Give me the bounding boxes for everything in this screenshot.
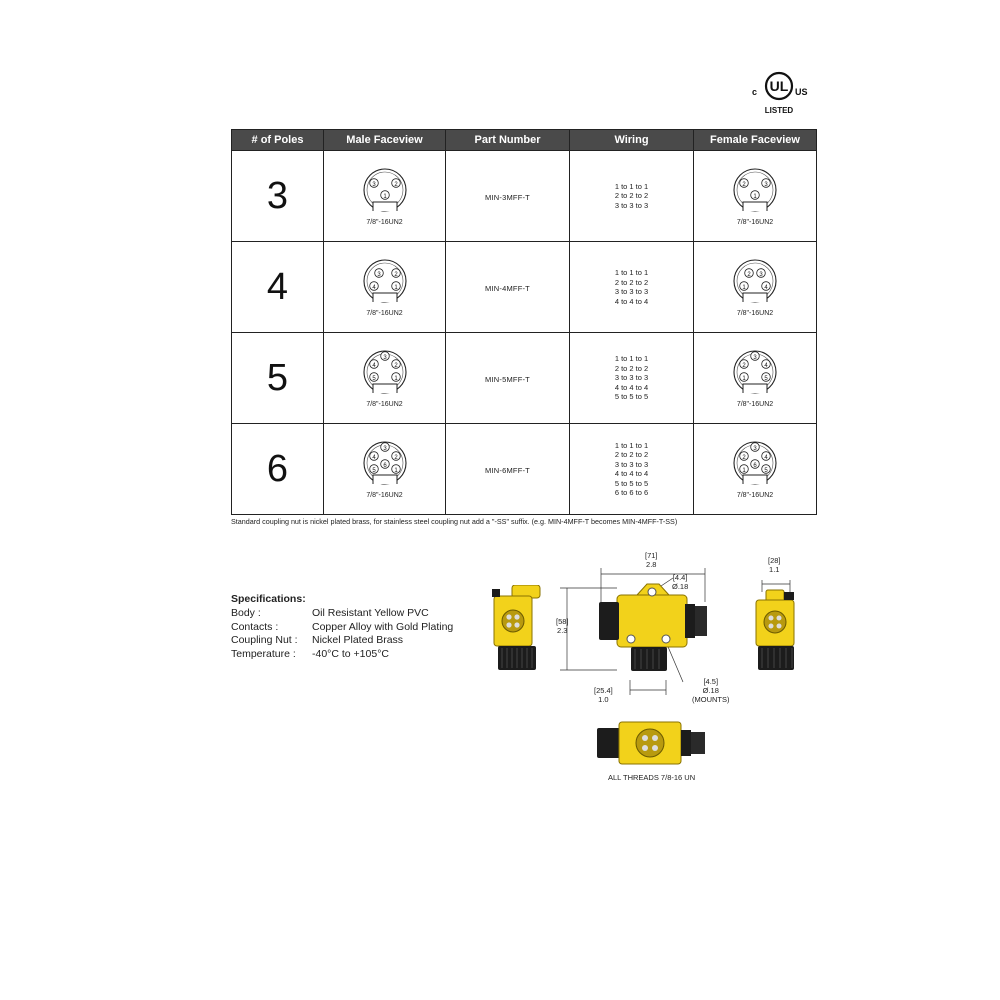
spec-row-temperature: [231, 648, 453, 662]
bottom-view-illustration: [597, 718, 709, 768]
pin-number: 3: [764, 181, 768, 188]
part-number: MIN-5MFF-T: [485, 375, 530, 384]
male-faceview-diagram: [355, 440, 415, 490]
female-faceview-diagram: [725, 349, 785, 399]
pin-number: 2: [742, 362, 746, 369]
pin-number: 1: [753, 193, 757, 200]
ul-listed-logo: [748, 68, 810, 118]
wiring-list: [570, 182, 693, 211]
keyway-notch: [743, 202, 767, 211]
poles-count: 6: [266, 447, 289, 490]
female-faceview-diagram: [725, 167, 785, 217]
pin-number: 5: [764, 467, 768, 474]
spec-key: Contacts :: [231, 620, 279, 633]
pin-number: 4: [371, 454, 376, 461]
specifications-block: [231, 593, 453, 661]
spec-row-body: [231, 607, 453, 621]
spec-row-contacts: [231, 621, 453, 635]
wiring-line: 4 to 4 to 4: [614, 296, 649, 306]
part-number: MIN-4MFF-T: [485, 284, 530, 293]
male-faceview-diagram: [355, 258, 415, 308]
poles-count: 5: [266, 356, 289, 399]
pin-number: 1: [742, 467, 746, 474]
wiring-line: 3 to 3 to 3: [614, 459, 649, 469]
thread-label: 7/8"-16UN2: [736, 309, 774, 317]
thread-label: 7/8"-16UN2: [736, 218, 774, 226]
side-view-left-illustration: [490, 585, 546, 675]
wiring-line: 5 to 5 to 5: [614, 392, 649, 402]
dim-height: [556, 617, 569, 635]
keyway-notch: [743, 475, 767, 484]
spec-value: Oil Resistant Yellow PVC: [312, 607, 429, 619]
pin-number: 4: [764, 454, 768, 461]
header-part-number: Part Number: [446, 130, 570, 151]
keyway-notch: [743, 384, 767, 393]
female-faceview-diagram: [725, 258, 785, 308]
thread-label: 7/8"-16UN2: [366, 400, 403, 408]
thread-label: 7/8"-16UN2: [736, 400, 774, 408]
pin-number: 6: [753, 462, 757, 469]
pin-number: 1: [393, 375, 398, 382]
keyway-notch: [373, 384, 397, 393]
wiring-line: 4 to 4 to 4: [614, 469, 649, 478]
wiring-line: 6 to 6 to 6: [614, 488, 649, 497]
pin-number: 3: [753, 445, 757, 452]
coupling-nut-footnote: Standard coupling nut is nickel plated brass, for stainless steel coupling nut add a "-SS" suffix. (e.g. MIN-4MFF-T becomes MIN-4MFF-T-SS): [231, 517, 678, 526]
header-poles: # of Poles: [232, 130, 324, 151]
dim-side: [768, 556, 781, 574]
pin-number: 4: [764, 284, 768, 291]
pin-number: 4: [371, 362, 376, 369]
ul-text: UL: [769, 78, 789, 94]
pin-number: 2: [742, 454, 746, 461]
ul-us-text: US: [795, 87, 808, 97]
ul-listed-text: LISTED: [764, 106, 794, 115]
wiring-line: 2 to 2 to 2: [614, 191, 649, 201]
pin-number: 6: [382, 462, 387, 469]
dim-depth-mm: [25.4]: [594, 686, 613, 695]
table-header-row: [232, 130, 817, 151]
spec-value: Nickel Plated Brass: [312, 634, 404, 646]
wiring-line: 2 to 2 to 2: [614, 277, 649, 287]
pin-number: 3: [382, 354, 387, 361]
wiring-line: 3 to 3 to 3: [614, 373, 649, 383]
spec-value: -40°C to +105°C: [312, 647, 389, 660]
dim-mount-hole: [692, 677, 730, 704]
pin-number: 4: [371, 284, 376, 291]
wiring-line: 1 to 1 to 1: [614, 440, 649, 450]
wiring-line: 1 to 1 to 1: [614, 354, 649, 364]
pin-number: 2: [393, 181, 398, 188]
pin-number: 2: [393, 362, 398, 369]
header-male-faceview: Male Faceview: [324, 130, 446, 151]
spec-key: Body :: [231, 607, 261, 619]
pin-number: 3: [753, 354, 757, 361]
ul-c-text: c: [752, 87, 758, 97]
pin-number: 1: [393, 284, 398, 291]
wiring-list: [570, 354, 693, 402]
female-faceview-diagram: [725, 440, 785, 490]
wiring-line: 3 to 3 to 3: [614, 200, 649, 210]
specifications-title: Specifications:: [231, 593, 306, 605]
spec-row-coupling-nut: [231, 634, 453, 648]
pin-number: 2: [393, 271, 398, 278]
thread-label: 7/8"-16UN2: [366, 491, 403, 499]
pin-number: 3: [376, 271, 381, 278]
wiring-line: 1 to 1 to 1: [614, 268, 649, 277]
dim-width: [645, 551, 658, 569]
part-number: MIN-3MFF-T: [485, 193, 530, 202]
pin-number: 3: [371, 181, 376, 188]
wiring-line: 3 to 3 to 3: [614, 287, 649, 296]
dim-width-mm: [71]: [645, 551, 658, 560]
wiring-line: 2 to 2 to 2: [614, 450, 649, 459]
table-row: [232, 424, 817, 515]
dim-hole-top-mm: [4.4]: [672, 573, 688, 582]
thread-label: 7/8"-16UN2: [736, 491, 774, 499]
dim-mount-hole-mm: [4.5]: [703, 677, 719, 686]
header-female-faceview: Female Faceview: [694, 130, 817, 151]
keyway-notch: [373, 202, 397, 211]
keyway-notch: [373, 475, 397, 484]
pin-number: 2: [742, 181, 746, 188]
dim-hole-top-in: Ø.18: [672, 582, 689, 591]
thread-label: 7/8"-16UN2: [366, 218, 403, 226]
table-row: [232, 151, 817, 242]
dim-hole-top: [672, 573, 688, 591]
spec-key: Coupling Nut :: [231, 634, 298, 646]
pin-number: 1: [393, 467, 398, 474]
pin-number: 4: [764, 362, 768, 369]
dim-width-in: 2.8: [646, 560, 657, 569]
part-number: MIN-6MFF-T: [485, 466, 530, 475]
keyway-notch: [743, 293, 767, 302]
wiring-list: [570, 441, 693, 498]
dim-height-mm: [58]: [556, 617, 569, 626]
product-table: [231, 129, 817, 515]
wiring-list: [570, 268, 693, 306]
dim-side-mm: [28]: [768, 556, 781, 565]
pin-number: 1: [742, 284, 746, 291]
table-row: [232, 242, 817, 333]
keyway-notch: [373, 293, 397, 302]
thread-label: 7/8"-16UN2: [366, 309, 403, 317]
pin-number: 3: [382, 445, 387, 452]
pin-number: 5: [764, 375, 768, 382]
side-view-right-illustration: [752, 580, 802, 675]
header-wiring: Wiring: [570, 130, 694, 151]
table-row: [232, 333, 817, 424]
pin-number: 1: [382, 193, 387, 200]
poles-count: 4: [266, 265, 289, 308]
pin-number: 3: [759, 271, 763, 278]
dim-height-in: 2.3: [557, 626, 568, 635]
pin-number: 2: [393, 454, 398, 461]
threads-note: ALL THREADS 7/8-16 UN: [608, 773, 696, 782]
dim-mount-hole-in: Ø.18: [702, 686, 719, 695]
poles-count: 3: [266, 174, 289, 217]
dim-depth: [594, 686, 613, 704]
pin-number: 5: [371, 375, 376, 382]
wiring-line: 4 to 4 to 4: [614, 382, 649, 392]
dim-side-in: 1.1: [769, 565, 780, 574]
pin-number: 5: [371, 467, 376, 474]
male-faceview-diagram: [355, 349, 415, 399]
spec-key: Temperature :: [231, 647, 296, 660]
male-faceview-diagram: [355, 167, 415, 217]
pin-number: 1: [742, 375, 746, 382]
dim-depth-in: 1.0: [598, 695, 609, 704]
dim-mounts-label: (MOUNTS): [692, 695, 730, 704]
pin-number: 2: [747, 271, 751, 278]
spec-value: Copper Alloy with Gold Plating: [312, 620, 454, 633]
wiring-line: 5 to 5 to 5: [614, 478, 649, 488]
wiring-line: 1 to 1 to 1: [614, 181, 649, 191]
wiring-line: 2 to 2 to 2: [614, 363, 649, 373]
